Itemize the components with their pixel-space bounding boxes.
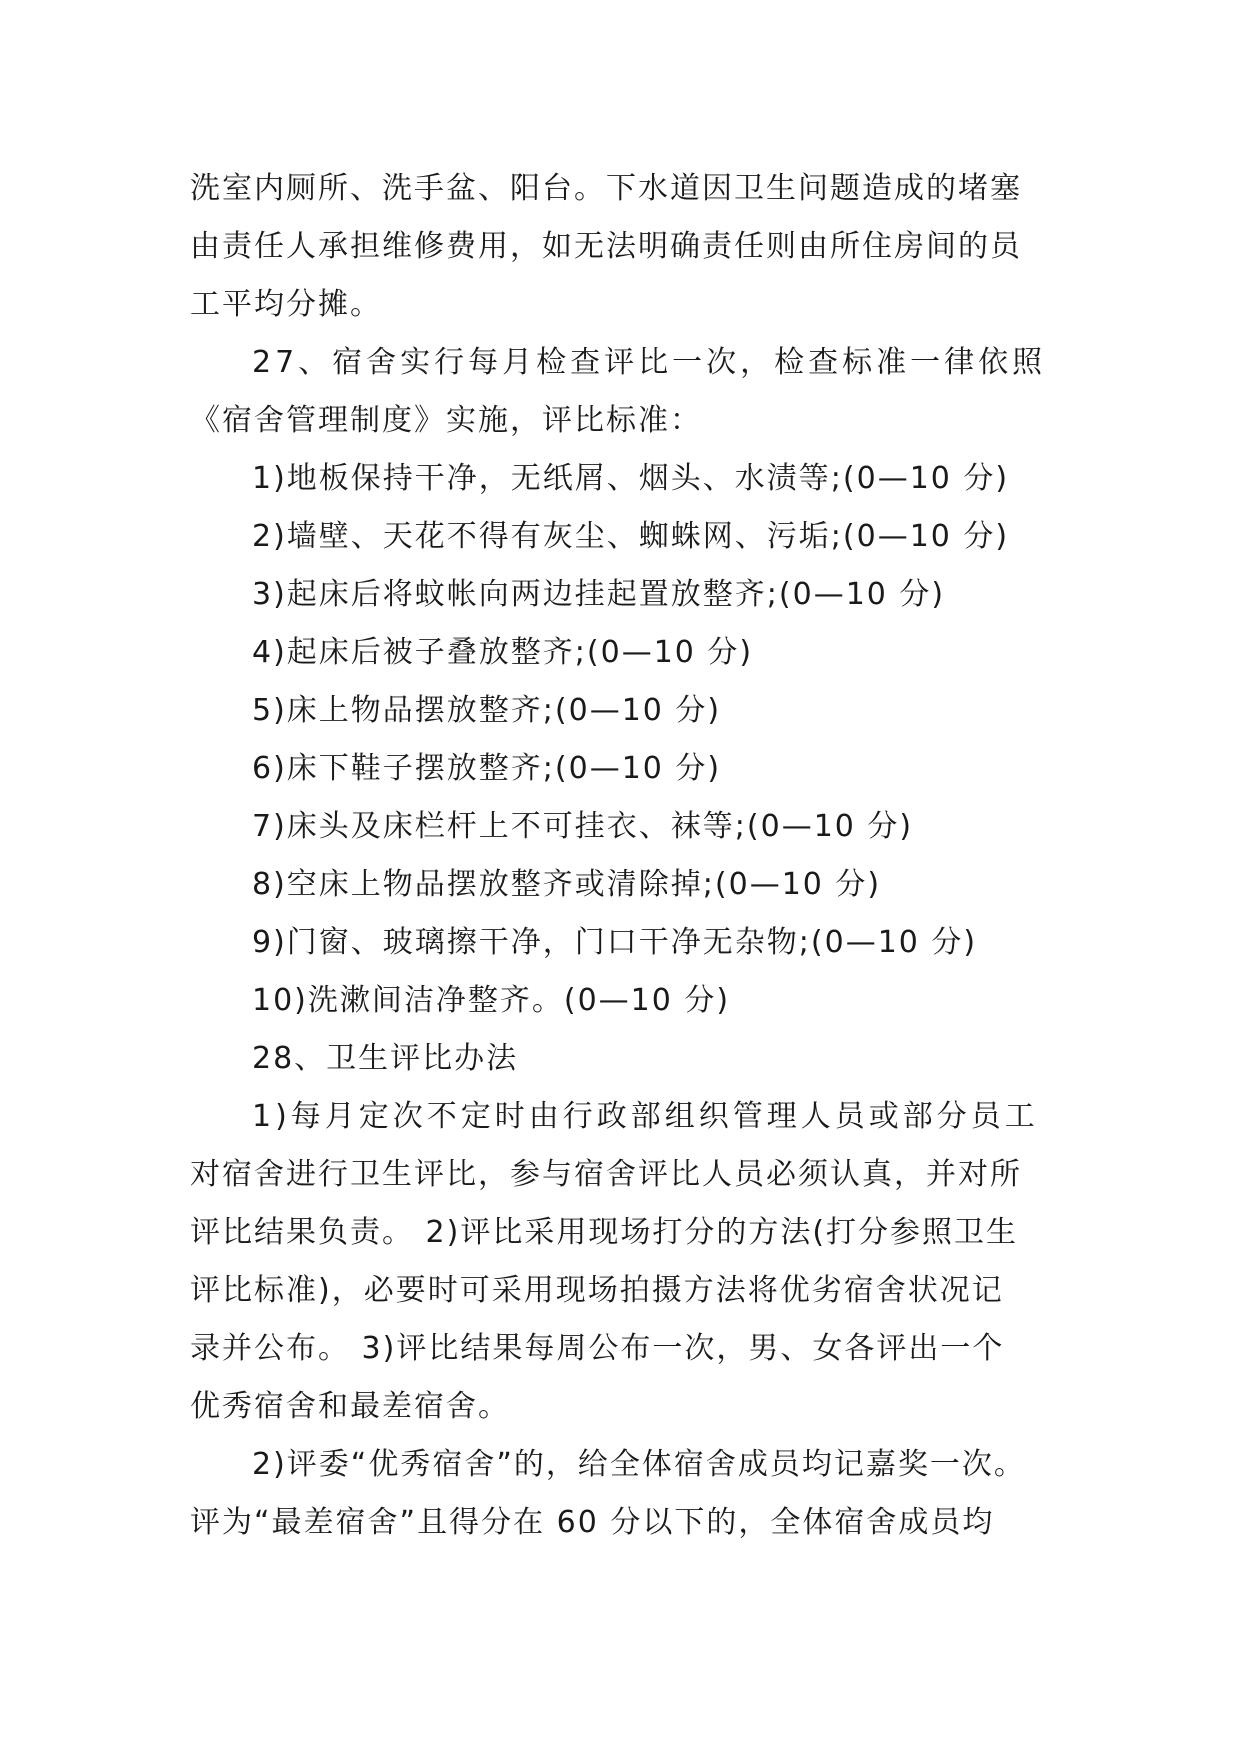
text-line: 优秀宿舍和最差宿舍。	[190, 1389, 510, 1424]
list-item: 9)门窗、玻璃擦干净，门口干净无杂物;(0—10 分)	[252, 925, 978, 960]
text-line: 《宿舍管理制度》实施，评比标准：	[190, 403, 702, 438]
text-line: 由责任人承担维修费用，如无法明确责任则由所住房间的员	[190, 229, 1022, 264]
text-line: 录并公布。 3)评比结果每周公布一次，男、女各评出一个	[190, 1331, 1005, 1366]
list-item: 6)床下鞋子摆放整齐;(0—10 分)	[252, 751, 722, 786]
list-item: 2)墙壁、天花不得有灰尘、蜘蛛网、污垢;(0—10 分)	[252, 519, 1010, 554]
text-line: 评比标准)，必要时可采用现场拍摄方法将优劣宿舍状况记	[190, 1273, 1004, 1308]
section-heading: 28、卫生评比办法	[252, 1041, 519, 1076]
list-item: 4)起床后被子叠放整齐;(0—10 分)	[252, 635, 754, 670]
list-item: 3)起床后将蚊帐向两边挂起置放整齐;(0—10 分)	[252, 577, 946, 612]
list-item: 1)地板保持干净，无纸屑、烟头、水渍等;(0—10 分)	[252, 461, 1010, 496]
list-item: 7)床头及床栏杆上不可挂衣、袜等;(0—10 分)	[252, 809, 914, 844]
text-line: 评比结果负责。 2)评比采用现场打分的方法(打分参照卫生	[190, 1215, 1019, 1250]
text-line: 工平均分摊。	[190, 287, 382, 322]
list-item: 5)床上物品摆放整齐;(0—10 分)	[252, 693, 722, 728]
text-line: 洗室内厕所、洗手盆、阳台。下水道因卫生问题造成的堵塞	[190, 171, 1022, 206]
text-line: 对宿舍进行卫生评比，参与宿舍评比人员必须认真，并对所	[190, 1157, 1022, 1192]
text-line: 1)每月定次不定时由行政部组织管理人员或部分员工	[252, 1099, 1039, 1134]
text-line: 评为“最差宿舍”且得分在 60 分以下的，全体宿舍成员均	[190, 1505, 995, 1540]
list-item: 8)空床上物品摆放整齐或清除掉;(0—10 分)	[252, 867, 882, 902]
document-page	[190, 160, 1052, 1552]
list-item: 10)洗漱间洁净整齐。(0—10 分)	[252, 983, 731, 1018]
text-line: 2)评委“优秀宿舍”的，给全体宿舍成员均记嘉奖一次。	[252, 1447, 1026, 1482]
section-heading: 27、宿舍实行每月检查评比一次，检查标准一律依照	[252, 345, 1047, 380]
